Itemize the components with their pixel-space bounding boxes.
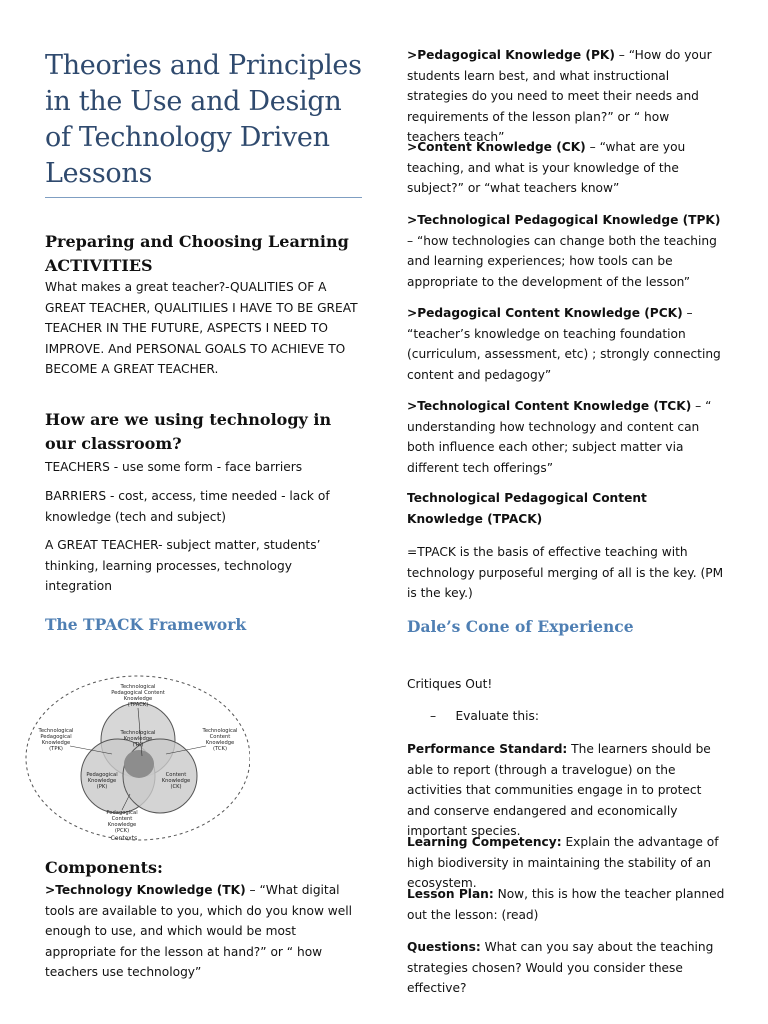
critiques-line: Critiques Out! [407, 677, 493, 691]
components-heading: Components: [45, 858, 163, 877]
pck-paragraph [407, 303, 725, 385]
svg-text:(TPACK): (TPACK) [127, 702, 149, 708]
svg-text:Knowledge: Knowledge [161, 778, 191, 784]
section-heading-line1: Preparing and Choosing Learning [45, 232, 349, 251]
svg-text:(TPK): (TPK) [49, 746, 63, 752]
ck-paragraph [407, 137, 725, 199]
tk-paragraph [45, 880, 357, 983]
activities-paragraph: What makes a great teacher?-QUALITIES OF A GREAT TEACHER, QUALITILIES I HAVE TO BE GREAT TEACHER IN THE FUTURE, ASPECTS I NEED TO IMPROVE. And PERSONAL GOALS TO ACHIEVE TO BECOME A GREAT TEACHER. [45, 280, 358, 376]
pck-label: >Pedagogical Content Knowledge (PCK) [407, 306, 683, 320]
svg-text:Pedagogical: Pedagogical [40, 734, 72, 740]
svg-text:(TCK): (TCK) [213, 746, 227, 752]
document-title: Theories and Principles in the Use and Design of Technology Driven Lessons [45, 50, 362, 189]
section-heading-technology: How are we using technology in our classroom? [45, 410, 332, 453]
lesson-plan-label: Lesson Plan: [407, 887, 494, 901]
lesson-plan-paragraph [407, 884, 725, 925]
questions-text: What can you say about the teaching strategies chosen? Would you consider these effective? [407, 940, 714, 995]
great-teacher-line: A GREAT TEACHER- subject matter, students’ thinking, learning processes, technology integration [45, 538, 321, 593]
svg-text:Content: Content [111, 816, 133, 822]
tck-paragraph [407, 396, 725, 478]
svg-text:(PK): (PK) [96, 784, 108, 790]
pk-label: >Pedagogical Knowledge (PK) [407, 48, 615, 62]
svg-text:(TK): (TK) [132, 742, 144, 748]
tpack-diagram [20, 668, 250, 846]
performance-standard-label: Performance Standard: [407, 742, 568, 756]
pk-paragraph [407, 45, 725, 148]
section-heading-activities [45, 230, 365, 278]
diagram-label-pck: Pedagogical [106, 810, 138, 816]
diagram-label-tpk: Technological [38, 728, 74, 734]
diagram-label-contexts: Contexts [110, 835, 138, 842]
tck-text: – “ understanding how technology and content can both influence each other; subject matter via different tech offerings” [407, 399, 712, 475]
svg-text:Content: Content [209, 734, 231, 740]
learning-competency-label: Learning Competency: [407, 835, 562, 849]
questions-paragraph [407, 937, 725, 999]
svg-text:(PCK): (PCK) [114, 828, 130, 834]
tpack-paragraph: =TPACK is the basis of effective teaching with technology purposeful merging of all is the key. (PM is the key.) [407, 545, 724, 600]
pck-text: – “teacher’s knowledge on teaching foundation (curriculum, assessment, etc) ; strongly connecting content and pedagogy” [407, 306, 721, 382]
tpk-paragraph [407, 210, 725, 292]
title-divider [45, 197, 362, 198]
pk-text: – “How do your students learn best, and what instructional strategies do you need to meet their needs and requirements of the lesson plan?” or “ how teachers teach” [407, 48, 712, 144]
performance-standard-text: The learners should be able to report (through a travelogue) on the activities that communities engage in to protect and conserve endangered and economically important species. [407, 742, 711, 838]
questions-label: Questions: [407, 940, 481, 954]
tpk-text: – “how technologies can change both the teaching and learning experiences; how tools can be appropriate to the development of the lesson” [407, 233, 717, 289]
ck-label: >Content Knowledge (CK) [407, 140, 586, 154]
diagram-label-tk: Technological [120, 730, 156, 736]
diagram-label-tck: Technological [202, 728, 238, 734]
svg-text:Knowledge: Knowledge [87, 778, 117, 784]
performance-standard-paragraph [407, 739, 725, 842]
tck-label: >Technological Content Knowledge (TCK) [407, 399, 692, 413]
tpack-label: Technological Pedagogical Content Knowledge (TPACK) [407, 491, 647, 526]
svg-text:Knowledge: Knowledge [123, 696, 153, 702]
tk-label: >Technology Knowledge (TK) [45, 883, 246, 897]
tk-text: – “What digital tools are available to you, which do you know well enough to use, and which would be most appropriate for the lesson at hand?” or “ how teachers use technology” [45, 883, 353, 979]
svg-text:Knowledge: Knowledge [205, 740, 235, 746]
diagram-label-tpack: Technological [120, 684, 156, 690]
learning-competency-text: Explain the advantage of high biodiversity in maintaining the stability of an ecosystem. [407, 835, 719, 890]
svg-text:(CK): (CK) [170, 784, 182, 790]
ck-text: – “what are you teaching, and what is your knowledge of the subject?” or “what teachers know” [407, 140, 686, 195]
svg-text:Knowledge: Knowledge [123, 736, 153, 742]
barriers-line: BARRIERS - cost, access, time needed - lack of knowledge (tech and subject) [45, 489, 330, 524]
tpack-heading: The TPACK Framework [45, 615, 247, 634]
diagram-label-ck: Content [165, 772, 187, 778]
diagram-label-pk: Pedagogical [86, 772, 118, 778]
svg-text:Pedagogical Content: Pedagogical Content [111, 690, 165, 696]
lesson-plan-text: Now, this is how the teacher planned out the lesson: (read) [407, 887, 725, 922]
section-heading-line2: ACTIVITIES [45, 256, 153, 275]
svg-text:Knowledge: Knowledge [107, 822, 137, 828]
tpk-label: >Technological Pedagogical Knowledge (TPK) [407, 213, 721, 227]
evaluate-line: – Evaluate this: [430, 709, 539, 723]
teachers-line: TEACHERS - use some form - face barriers [45, 460, 303, 474]
svg-text:Knowledge: Knowledge [41, 740, 71, 746]
dale-heading: Dale’s Cone of Experience [407, 617, 634, 636]
